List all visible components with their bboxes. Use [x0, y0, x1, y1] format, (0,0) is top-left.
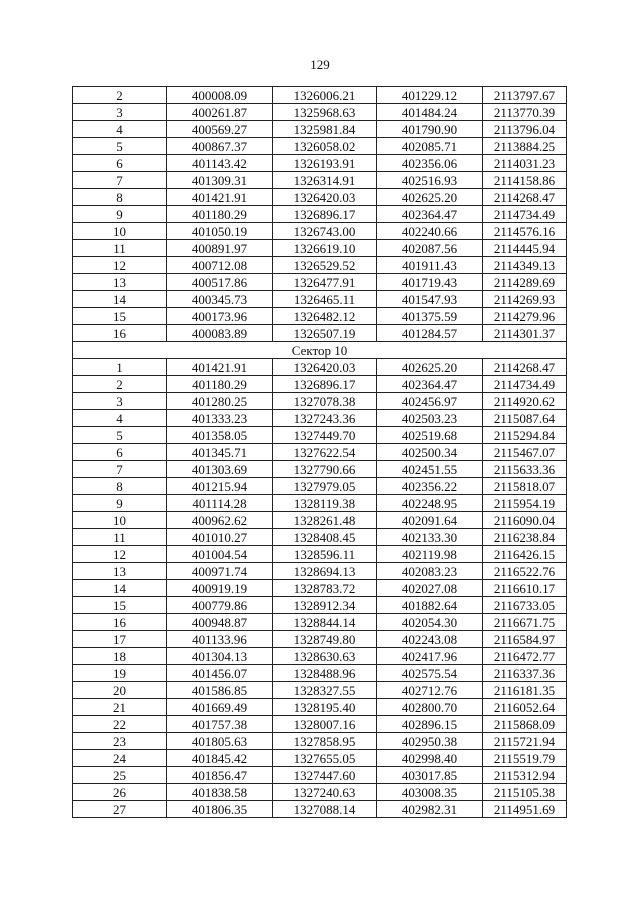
table-row: [73, 699, 567, 716]
coordinate-cell: 400971.74: [167, 563, 273, 580]
coordinate-cell: 402950.38: [377, 733, 483, 750]
table-row: [73, 172, 567, 189]
coordinate-cell: 401309.31: [167, 172, 273, 189]
point-number-cell: 4: [73, 121, 167, 138]
coordinate-cell: 401484.24: [377, 104, 483, 121]
coordinate-cell: 401911.43: [377, 257, 483, 274]
coordinate-cell: 1326619.10: [273, 240, 377, 257]
coordinate-cell: 1328327.55: [273, 682, 377, 699]
coordinate-cell: 1328783.72: [273, 580, 377, 597]
point-number-cell: 1: [73, 359, 167, 376]
table-row: [73, 240, 567, 257]
coordinate-cell: 401586.85: [167, 682, 273, 699]
coordinate-cell: 2113884.25: [483, 138, 567, 155]
coordinate-cell: 2114349.13: [483, 257, 567, 274]
coordinate-cell: 1328749.80: [273, 631, 377, 648]
coordinate-cell: 1327790.66: [273, 461, 377, 478]
table-row: [73, 291, 567, 308]
coordinate-cell: 2113797.67: [483, 87, 567, 104]
table-row: [73, 529, 567, 546]
point-number-cell: 24: [73, 750, 167, 767]
coordinate-cell: 1328488.96: [273, 665, 377, 682]
table-row: [73, 121, 567, 138]
coordinate-cell: 1326482.12: [273, 308, 377, 325]
table-row: [73, 801, 567, 818]
table-row: [73, 461, 567, 478]
table-row: [73, 189, 567, 206]
coordinate-cell: 2116426.15: [483, 546, 567, 563]
coordinate-cell: 1327240.63: [273, 784, 377, 801]
coordinate-cell: 401345.71: [167, 444, 273, 461]
point-number-cell: 3: [73, 104, 167, 121]
point-number-cell: 2: [73, 87, 167, 104]
coordinate-cell: 402451.55: [377, 461, 483, 478]
coordinate-cell: 402519.68: [377, 427, 483, 444]
coordinate-cell: 401669.49: [167, 699, 273, 716]
coordinate-cell: 2114279.96: [483, 308, 567, 325]
coordinate-cell: 1328261.48: [273, 512, 377, 529]
coordinate-cell: 2114734.49: [483, 206, 567, 223]
table-body: [73, 87, 567, 818]
table-row: [73, 750, 567, 767]
coordinate-cell: 400083.89: [167, 325, 273, 342]
point-number-cell: 7: [73, 461, 167, 478]
table-row: [73, 87, 567, 104]
coordinate-cell: 401456.07: [167, 665, 273, 682]
table-row: [73, 478, 567, 495]
table-row: [73, 648, 567, 665]
table-row: [73, 563, 567, 580]
coordinate-cell: 2116052.64: [483, 699, 567, 716]
point-number-cell: 15: [73, 308, 167, 325]
coordinate-cell: 402356.06: [377, 155, 483, 172]
coordinate-cell: 401845.42: [167, 750, 273, 767]
coordinate-cell: 402083.23: [377, 563, 483, 580]
coordinate-cell: 2114445.94: [483, 240, 567, 257]
coordinate-cell: 2114158.86: [483, 172, 567, 189]
point-number-cell: 8: [73, 478, 167, 495]
coordinate-cell: 1328844.14: [273, 614, 377, 631]
point-number-cell: 12: [73, 257, 167, 274]
coordinate-cell: 2113770.39: [483, 104, 567, 121]
coordinate-cell: 401180.29: [167, 376, 273, 393]
coordinate-cell: 400173.96: [167, 308, 273, 325]
coordinate-cell: 2116181.35: [483, 682, 567, 699]
point-number-cell: 13: [73, 563, 167, 580]
coordinate-cell: 1328912.34: [273, 597, 377, 614]
coordinate-cell: 401180.29: [167, 206, 273, 223]
coordinate-cell: 2114920.62: [483, 393, 567, 410]
point-number-cell: 6: [73, 155, 167, 172]
point-number-cell: 5: [73, 138, 167, 155]
coordinate-cell: 1325981.84: [273, 121, 377, 138]
coordinate-cell: 402119.98: [377, 546, 483, 563]
table-row: [73, 104, 567, 121]
point-number-cell: 9: [73, 495, 167, 512]
coordinate-cell: 402998.40: [377, 750, 483, 767]
coordinate-cell: 1327078.38: [273, 393, 377, 410]
coordinate-cell: 2115818.07: [483, 478, 567, 495]
coordinate-cell: 400779.86: [167, 597, 273, 614]
table-row: [73, 410, 567, 427]
table-row: [73, 206, 567, 223]
point-number-cell: 9: [73, 206, 167, 223]
table-row: [73, 257, 567, 274]
coordinate-cell: 400962.62: [167, 512, 273, 529]
table-row: [73, 223, 567, 240]
table-row: [73, 665, 567, 682]
point-number-cell: 27: [73, 801, 167, 818]
coordinate-cell: 2114576.16: [483, 223, 567, 240]
coordinate-cell: 1326465.11: [273, 291, 377, 308]
point-number-cell: 16: [73, 325, 167, 342]
table-row: [73, 784, 567, 801]
point-number-cell: 15: [73, 597, 167, 614]
coordinate-cell: 2114031.23: [483, 155, 567, 172]
point-number-cell: 10: [73, 223, 167, 240]
coordinate-cell: 2114268.47: [483, 189, 567, 206]
coordinate-cell: 401547.93: [377, 291, 483, 308]
coordinate-cell: 402027.08: [377, 580, 483, 597]
coordinate-cell: 402240.66: [377, 223, 483, 240]
coordinate-cell: 1328596.11: [273, 546, 377, 563]
point-number-cell: 21: [73, 699, 167, 716]
table-row: [73, 767, 567, 784]
coordinate-cell: 400008.09: [167, 87, 273, 104]
coordinate-cell: 1325968.63: [273, 104, 377, 121]
point-number-cell: 6: [73, 444, 167, 461]
point-number-cell: 5: [73, 427, 167, 444]
point-number-cell: 13: [73, 274, 167, 291]
coordinate-cell: 2116090.04: [483, 512, 567, 529]
coordinate-cell: 402087.56: [377, 240, 483, 257]
coordinate-cell: 1327088.14: [273, 801, 377, 818]
coordinate-cell: 2114268.47: [483, 359, 567, 376]
point-number-cell: 25: [73, 767, 167, 784]
coordinate-cell: 401333.23: [167, 410, 273, 427]
coordinate-cell: 400867.37: [167, 138, 273, 155]
coordinate-cell: 402516.93: [377, 172, 483, 189]
coordinate-cell: 401143.42: [167, 155, 273, 172]
point-number-cell: 7: [73, 172, 167, 189]
coordinate-cell: 1326314.91: [273, 172, 377, 189]
coordinate-cell: 400569.27: [167, 121, 273, 138]
coordinate-cell: 402364.47: [377, 376, 483, 393]
coordinate-cell: 402503.23: [377, 410, 483, 427]
coordinate-cell: 402364.47: [377, 206, 483, 223]
point-number-cell: 12: [73, 546, 167, 563]
coordinate-cell: 402982.31: [377, 801, 483, 818]
coordinate-cell: 1328630.63: [273, 648, 377, 665]
table-row: [73, 274, 567, 291]
coordinate-cell: 2116238.84: [483, 529, 567, 546]
coordinate-cell: 2116584.97: [483, 631, 567, 648]
point-number-cell: 23: [73, 733, 167, 750]
coordinate-cell: 403017.85: [377, 767, 483, 784]
coordinate-cell: 401375.59: [377, 308, 483, 325]
point-number-cell: 26: [73, 784, 167, 801]
section-title: Сектор 10: [73, 342, 567, 359]
coordinate-cell: 1328694.13: [273, 563, 377, 580]
coordinate-cell: 402625.20: [377, 189, 483, 206]
table-row: [73, 512, 567, 529]
coordinate-cell: 1327449.70: [273, 427, 377, 444]
coordinate-cell: 2115954.19: [483, 495, 567, 512]
coordinate-cell: 402356.22: [377, 478, 483, 495]
coordinate-cell: 1326743.00: [273, 223, 377, 240]
table-row: [73, 614, 567, 631]
coordinate-cell: 401010.27: [167, 529, 273, 546]
coordinate-cell: 402625.20: [377, 359, 483, 376]
table-row: [73, 716, 567, 733]
coordinate-cell: 2115087.64: [483, 410, 567, 427]
coordinate-cell: 1327655.05: [273, 750, 377, 767]
coordinate-cell: 2113796.04: [483, 121, 567, 138]
coordinate-cell: 2115721.94: [483, 733, 567, 750]
point-number-cell: 3: [73, 393, 167, 410]
coordinate-cell: 2116671.75: [483, 614, 567, 631]
coordinate-cell: 401421.91: [167, 189, 273, 206]
table-row: [73, 376, 567, 393]
table-row: [73, 444, 567, 461]
table-row: [73, 733, 567, 750]
coordinate-cell: 2114289.69: [483, 274, 567, 291]
table-row: [73, 359, 567, 376]
point-number-cell: 20: [73, 682, 167, 699]
coordinate-cell: 1326193.91: [273, 155, 377, 172]
point-number-cell: 22: [73, 716, 167, 733]
coordinate-cell: 1328195.40: [273, 699, 377, 716]
point-number-cell: 14: [73, 580, 167, 597]
point-number-cell: 19: [73, 665, 167, 682]
point-number-cell: 17: [73, 631, 167, 648]
coordinate-cell: 402054.30: [377, 614, 483, 631]
coordinate-cell: 2115519.79: [483, 750, 567, 767]
coordinate-cell: 401757.38: [167, 716, 273, 733]
coordinate-cell: 2115868.09: [483, 716, 567, 733]
coordinate-cell: 1326529.52: [273, 257, 377, 274]
table-row: [73, 308, 567, 325]
coordinate-cell: 2116522.76: [483, 563, 567, 580]
coordinate-cell: 401719.43: [377, 274, 483, 291]
point-number-cell: 11: [73, 529, 167, 546]
coordinate-cell: 400712.08: [167, 257, 273, 274]
coordinate-cell: 2115312.94: [483, 767, 567, 784]
coordinate-cell: 2114269.93: [483, 291, 567, 308]
coordinate-cell: 1328007.16: [273, 716, 377, 733]
coordinate-cell: 1326507.19: [273, 325, 377, 342]
point-number-cell: 8: [73, 189, 167, 206]
coordinate-cell: 2116337.36: [483, 665, 567, 682]
coordinate-cell: 400261.87: [167, 104, 273, 121]
coordinate-cell: 401882.64: [377, 597, 483, 614]
coordinate-cell: 1327447.60: [273, 767, 377, 784]
coordinate-cell: 401215.94: [167, 478, 273, 495]
coordinate-cell: 401358.05: [167, 427, 273, 444]
coordinate-cell: 1326006.21: [273, 87, 377, 104]
coordinate-cell: 402133.30: [377, 529, 483, 546]
coordinate-cell: 1328119.38: [273, 495, 377, 512]
table-row: [73, 546, 567, 563]
coordinate-cell: 402800.70: [377, 699, 483, 716]
coordinate-cell: 401303.69: [167, 461, 273, 478]
coordinate-cell: 401050.19: [167, 223, 273, 240]
coordinate-cell: 401421.91: [167, 359, 273, 376]
coordinate-cell: 402456.97: [377, 393, 483, 410]
coordinate-cell: 401790.90: [377, 121, 483, 138]
coordinate-cell: 2114951.69: [483, 801, 567, 818]
table-row: [73, 138, 567, 155]
coordinate-cell: 400517.86: [167, 274, 273, 291]
coordinate-cell: 401229.12: [377, 87, 483, 104]
coordinate-cell: 1326058.02: [273, 138, 377, 155]
coordinate-cell: 1327979.05: [273, 478, 377, 495]
coordinate-cell: 402500.34: [377, 444, 483, 461]
coordinate-cell: 2115294.84: [483, 427, 567, 444]
coordinate-cell: 400891.97: [167, 240, 273, 257]
coordinate-cell: 2115633.36: [483, 461, 567, 478]
point-number-cell: 11: [73, 240, 167, 257]
coordinate-cell: 2114734.49: [483, 376, 567, 393]
coordinate-cell: 1327622.54: [273, 444, 377, 461]
coordinate-cell: 1326477.91: [273, 274, 377, 291]
coordinate-cell: 2116733.05: [483, 597, 567, 614]
coordinate-cell: 400345.73: [167, 291, 273, 308]
coordinate-cell: 2114301.37: [483, 325, 567, 342]
coordinate-cell: 402243.08: [377, 631, 483, 648]
coordinate-cell: 402085.71: [377, 138, 483, 155]
coordinate-cell: 2116472.77: [483, 648, 567, 665]
coordinate-cell: 400948.87: [167, 614, 273, 631]
table-row: [73, 427, 567, 444]
coordinate-cell: 2115105.38: [483, 784, 567, 801]
point-number-cell: 4: [73, 410, 167, 427]
point-number-cell: 14: [73, 291, 167, 308]
coordinate-cell: 1327243.36: [273, 410, 377, 427]
coordinate-cell: 402712.76: [377, 682, 483, 699]
coordinate-cell: 1326896.17: [273, 206, 377, 223]
coordinate-cell: 2115467.07: [483, 444, 567, 461]
coordinate-cell: 401133.96: [167, 631, 273, 648]
coordinate-cell: 401806.35: [167, 801, 273, 818]
table-row: [73, 682, 567, 699]
coordinate-cell: 401304.13: [167, 648, 273, 665]
coordinate-cell: 401284.57: [377, 325, 483, 342]
coordinate-cell: 402896.15: [377, 716, 483, 733]
point-number-cell: 2: [73, 376, 167, 393]
table-row: [73, 580, 567, 597]
point-number-cell: 16: [73, 614, 167, 631]
coordinate-cell: 402248.95: [377, 495, 483, 512]
coordinate-cell: 401114.28: [167, 495, 273, 512]
coordinate-cell: 1326420.03: [273, 359, 377, 376]
coordinate-cell: 403008.35: [377, 784, 483, 801]
coordinate-cell: 402091.64: [377, 512, 483, 529]
point-number-cell: 10: [73, 512, 167, 529]
coordinate-cell: 401838.58: [167, 784, 273, 801]
page-number: 129: [310, 57, 330, 72]
coordinate-cell: 401004.54: [167, 546, 273, 563]
table-row: [73, 325, 567, 342]
table-row: [73, 155, 567, 172]
coordinate-cell: 1326420.03: [273, 189, 377, 206]
coordinate-cell: 400919.19: [167, 580, 273, 597]
point-number-cell: 18: [73, 648, 167, 665]
table-row: [73, 597, 567, 614]
coordinate-cell: 2116610.17: [483, 580, 567, 597]
section-row: [73, 342, 567, 359]
coordinate-cell: 1328408.45: [273, 529, 377, 546]
coordinate-cell: 401805.63: [167, 733, 273, 750]
coordinate-cell: 401856.47: [167, 767, 273, 784]
coordinate-cell: 402417.96: [377, 648, 483, 665]
table-row: [73, 631, 567, 648]
coordinate-cell: 1327858.95: [273, 733, 377, 750]
table-row: [73, 495, 567, 512]
coordinate-cell: 402575.54: [377, 665, 483, 682]
table-row: [73, 393, 567, 410]
coordinates-table: [72, 86, 567, 818]
coordinate-cell: 1326896.17: [273, 376, 377, 393]
coordinate-cell: 401280.25: [167, 393, 273, 410]
